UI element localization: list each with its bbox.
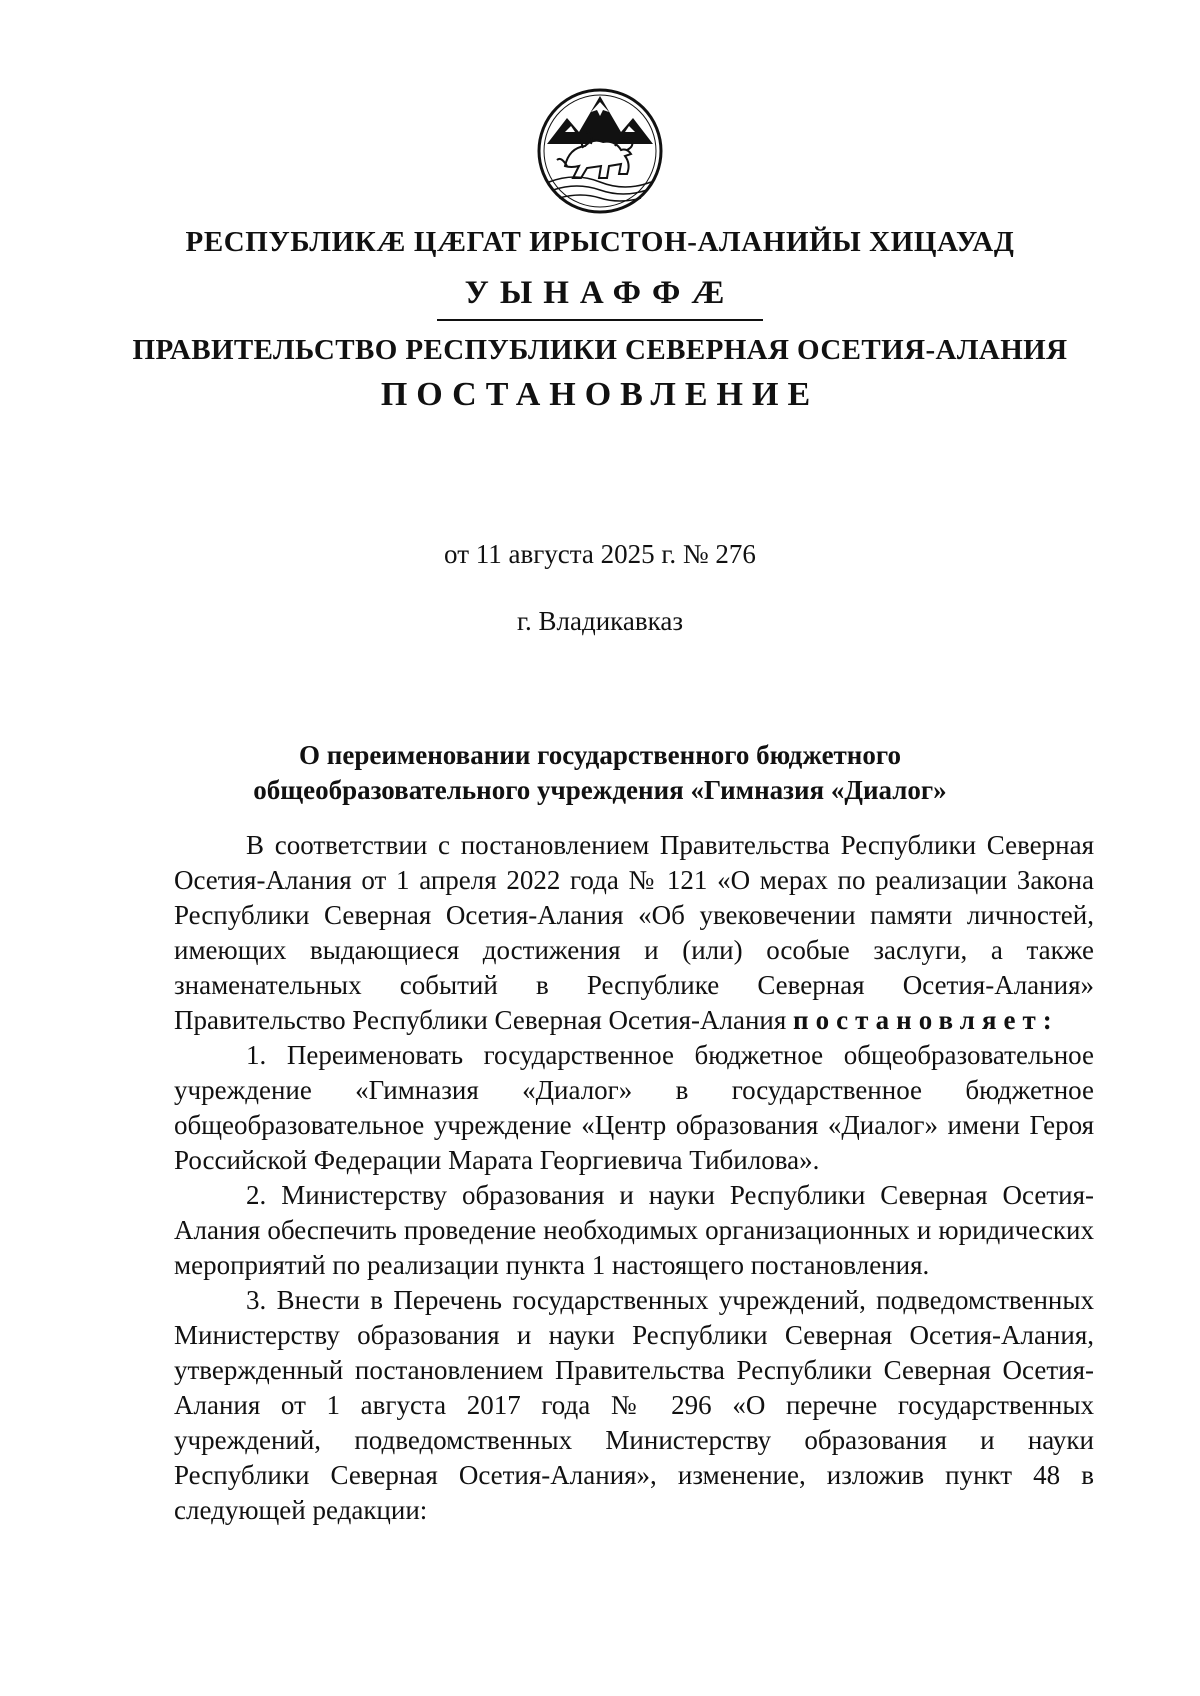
header-russian-government: ПРАВИТЕЛЬСТВО РЕСПУБЛИКИ СЕВЕРНАЯ ОСЕТИЯ-АЛАНИЯ	[132, 334, 1068, 366]
item-2-paragraph: 2. Министерству образования и науки Республики Северная Осетия-Алания обеспечить проведение необходимых организационных и юридических мероприятий по реализации пункта 1 настоящего постановления.	[174, 1180, 1094, 1280]
decree-title-line-2: общеобразовательного учреждения «Гимназия «Диалог»	[253, 775, 947, 805]
item-3-paragraph: 3. Внести в Перечень государственных учреждений, подведомственных Министерству образования и науки Республики Северная Осетия-Алания, утвержденный постановлением Правительства Республики Северная Осетия-Алания от 1 августа 2017 года № 296 «О перечне государственных учреждений, подведомственных Министерству образования и науки Республики Северная Осетия-Алания», изменение, изложив пункт 48 в следующей редакции:	[174, 1285, 1094, 1525]
item-1-paragraph: 1. Переименовать государственное бюджетное общеобразовательное учреждение «Гимназия «Диалог» в государственное бюджетное общеобразовательное учреждение «Центр образования «Диалог» имени Героя Российской Федерации Марата Георгиевича Тибилова».	[174, 1040, 1094, 1175]
header-ossetian-decree: УЫНАФФӔ	[464, 275, 736, 311]
decree-city: г. Владикавказ	[517, 606, 683, 636]
decree-date-number: от 11 августа 2025 г. № 276	[444, 539, 756, 569]
preamble-paragraph	[174, 828, 1094, 1038]
preamble-text: В соответствии с постановлением Правительства Республики Северная Осетия-Алания от 1 апреля 2022 года № 121 «О мерах по реализации Закона Республики Северная Осетия-Алания «Об увековечении памяти личностей, имеющих выдающиеся достижения и (или) особые заслуги, а также знаменательных событий в Республике Северная Осетия-Алания» Правительство Республики Северная Осетия-Алания	[174, 830, 1094, 1035]
decree-word: постановляет:	[793, 1005, 1059, 1035]
decree-body	[174, 828, 1094, 1528]
decree-title-line-1: О переименовании государственного бюджетного	[299, 740, 901, 770]
header-russian-decree: ПОСТАНОВЛЕНИЕ	[380, 376, 820, 413]
header-underline	[437, 319, 763, 321]
coat-of-arms-emblem	[535, 86, 665, 216]
header-ossetian-government: РЕСПУБЛИКӔ ЦӔГАТ ИРЫСТОН-АЛАНИЙЫ ХИЦАУАД	[185, 226, 1015, 258]
